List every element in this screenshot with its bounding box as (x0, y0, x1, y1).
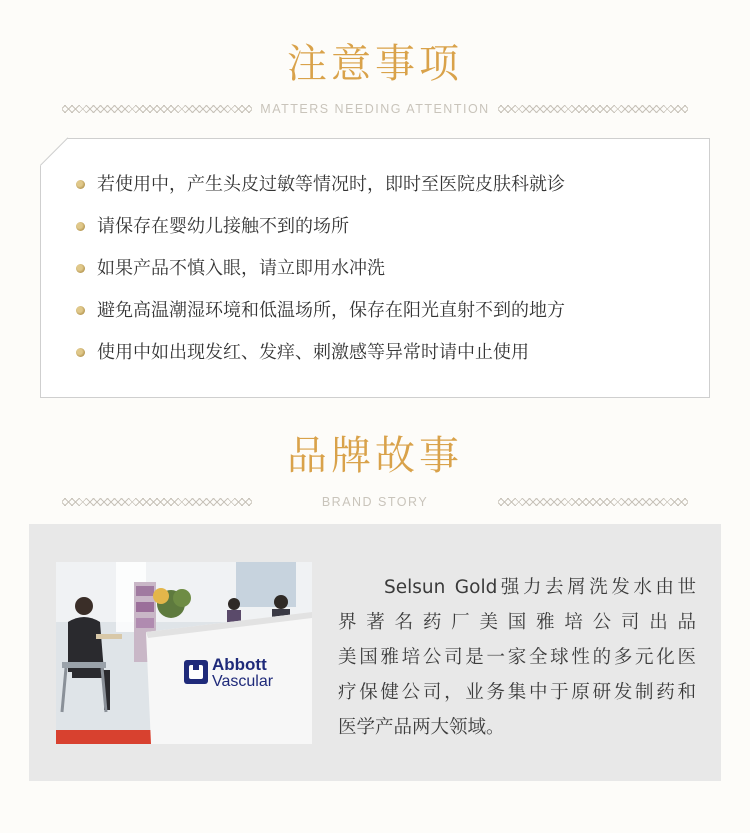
brand-title: 品牌故事 (287, 433, 463, 479)
notice-item-text: 使用中如出现发红、发痒、刺激感等异常时请中止使用 (97, 342, 529, 363)
notice-item (76, 170, 565, 212)
notice-item (76, 254, 565, 296)
notice-item (76, 338, 565, 380)
abbott-logo-line2: Vascular (212, 673, 274, 690)
booth-illustration (56, 562, 312, 744)
notice-subtitle: MATTERS NEEDING ATTENTION (260, 102, 490, 116)
abbott-logo-line1: Abbott (212, 655, 267, 674)
brand-story-line: 美国雅培公司是一家全球性的多元化医 (338, 647, 696, 668)
brand-subtitle: BRAND STORY (321, 495, 429, 509)
notice-item-text: 请保存在婴幼儿接触不到的场所 (97, 216, 349, 237)
zigzag-ornament-left (62, 498, 252, 506)
brand-story-line: 界著名药厂美国雅培公司出品 (338, 612, 696, 633)
bullet-icon (76, 348, 85, 357)
notice-item-text: 避免高温潮湿环境和低温场所，保存在阳光直射不到的地方 (97, 300, 565, 321)
brand-story-line: 医学产品两大领域。 (338, 717, 505, 738)
bullet-icon (76, 264, 85, 273)
notice-item-text: 如果产品不慎入眼，请立即用水冲洗 (97, 258, 385, 279)
brand-divider (62, 495, 688, 509)
notice-list (76, 170, 565, 380)
notice-item (76, 212, 565, 254)
brand-photo (56, 562, 312, 744)
zigzag-ornament-right (498, 498, 688, 506)
bullet-icon (76, 306, 85, 315)
brand-story-line: 疗保健公司，业务集中于原研发制药和 (338, 682, 696, 703)
notice-item (76, 296, 565, 338)
zigzag-ornament-left (62, 105, 252, 113)
notice-title: 注意事项 (287, 41, 463, 87)
bullet-icon (76, 222, 85, 231)
bullet-icon (76, 180, 85, 189)
brand-story-text (338, 570, 696, 745)
brand-story-line: Selsun Gold强力去屑洗发水由世 (384, 577, 696, 598)
abbott-logo-text (212, 656, 273, 690)
notice-item-text: 若使用中，产生头皮过敏等情况时，即时至医院皮肤科就诊 (97, 174, 565, 195)
notice-divider (62, 102, 688, 116)
zigzag-ornament-right (498, 105, 688, 113)
